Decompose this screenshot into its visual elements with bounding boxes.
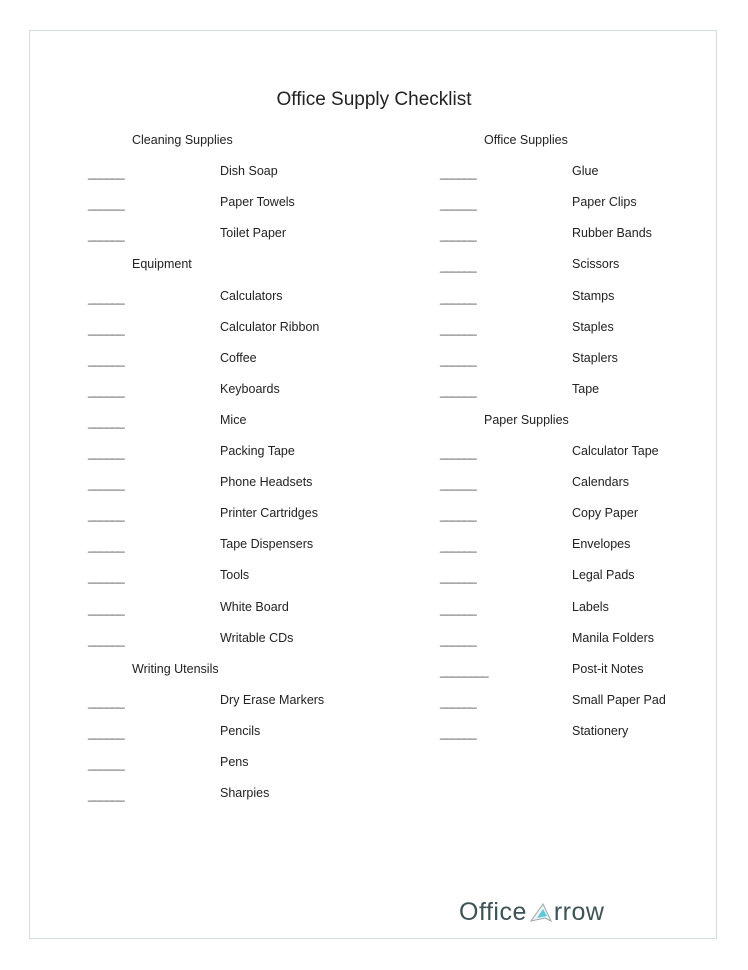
checkbox-blank-line[interactable]: ______	[88, 383, 124, 398]
checklist-item: Tape	[572, 381, 600, 396]
checkbox-blank-line[interactable]: ______	[88, 601, 124, 616]
section-heading: Writing Utensils	[132, 661, 219, 676]
logo-text-right: rrow	[553, 898, 605, 926]
checkbox-blank-line[interactable]: ______	[88, 446, 124, 460]
checklist-item: Rubber Bands	[572, 226, 652, 241]
checkbox-blank-line[interactable]: ______	[88, 725, 124, 740]
checklist-item: Pens	[220, 755, 249, 769]
checkbox-blank-line[interactable]: ______	[440, 570, 476, 585]
checkbox-blank-line[interactable]: ______	[440, 725, 476, 740]
checklist-item: Mice	[220, 412, 247, 427]
logo-text-left: Office	[459, 898, 527, 926]
checkbox-blank-line[interactable]: ______	[88, 477, 124, 492]
checklist-item: Calendars	[572, 475, 629, 490]
page-title: Office Supply Checklist	[276, 89, 472, 110]
checkbox-blank-line[interactable]: ______	[440, 352, 476, 367]
section-heading: Cleaning Supplies	[132, 133, 233, 147]
checklist-item: Legal Pads	[572, 568, 635, 583]
checkbox-blank-line[interactable]: ______	[88, 508, 124, 523]
checkbox-blank-line[interactable]: ______	[440, 321, 476, 336]
checkbox-blank-line[interactable]: ______	[440, 601, 476, 616]
section-heading: Paper Supplies	[484, 412, 569, 427]
checklist-item: Scissors	[572, 257, 620, 272]
checkbox-blank-line[interactable]: ______	[440, 383, 476, 398]
checkbox-blank-line[interactable]: ______	[88, 414, 124, 429]
checklist-item: Paper Clips	[572, 195, 637, 210]
checkbox-blank-line[interactable]: ______	[88, 788, 124, 803]
checkbox-blank-line[interactable]: ______	[440, 508, 476, 523]
checklist-item: Calculator Ribbon	[220, 319, 320, 334]
checklist-item: Keyboards	[220, 381, 280, 396]
checklist-item: Glue	[572, 164, 599, 179]
checkbox-blank-line[interactable]: ______	[88, 632, 124, 647]
checkbox-blank-line[interactable]: ______	[440, 228, 476, 243]
checkbox-blank-line[interactable]: ______	[88, 352, 124, 367]
arrow-logo-icon	[529, 901, 553, 925]
checkbox-blank-line[interactable]: ______	[440, 694, 476, 709]
section-heading: Office Supplies	[484, 133, 568, 147]
checkbox-blank-line[interactable]: ______	[440, 539, 476, 554]
checkbox-blank-line[interactable]: ______	[440, 197, 476, 212]
checklist-item: Calculators	[220, 288, 283, 303]
section-heading: Equipment	[132, 257, 192, 272]
checkbox-blank-line[interactable]: ______	[88, 539, 124, 554]
checklist-item: Tools	[220, 568, 250, 583]
checkbox-blank-line[interactable]: ______	[440, 446, 476, 460]
checklist-item: Dry Erase Markers	[220, 692, 325, 707]
checklist-item: Envelopes	[572, 537, 631, 552]
checklist-item: Dish Soap	[220, 164, 278, 179]
checklist-item: Tape Dispensers	[220, 537, 314, 552]
checklist-item: Coffee	[220, 350, 257, 365]
checklist-item: Stamps	[572, 288, 615, 303]
checkbox-blank-line[interactable]: ______	[440, 477, 476, 492]
checkbox-blank-line[interactable]: ______	[88, 757, 124, 771]
checklist-item: Packing Tape	[220, 444, 295, 458]
checklist-item: Toilet Paper	[220, 226, 287, 241]
checklist-item: Sharpies	[220, 786, 270, 801]
checkbox-blank-line[interactable]: ______	[88, 570, 124, 585]
checklist-item: Staplers	[572, 350, 618, 365]
checklist-item: Staples	[572, 319, 614, 334]
checkbox-blank-line[interactable]: ______	[88, 290, 124, 305]
checklist-item: Pencils	[220, 723, 261, 738]
checklist-item: White Board	[220, 599, 289, 614]
checklist-item: Printer Cartridges	[220, 506, 318, 521]
checkbox-blank-line[interactable]: ______	[88, 166, 124, 181]
checkbox-blank-line[interactable]: ______	[88, 694, 124, 709]
checklist-item: Copy Paper	[572, 506, 639, 521]
checkbox-blank-line[interactable]: ______	[440, 259, 476, 274]
checklist-item: Labels	[572, 599, 609, 614]
checkbox-blank-line[interactable]: ______	[440, 290, 476, 305]
checkbox-blank-line[interactable]: ______	[440, 166, 476, 181]
checklist-item: Post-it Notes	[572, 661, 644, 676]
checkbox-blank-line[interactable]: ________	[440, 663, 488, 678]
checklist-item: Writable CDs	[220, 630, 294, 645]
checkbox-blank-line[interactable]: ______	[88, 228, 124, 243]
checklist-item: Paper Towels	[220, 195, 295, 210]
officearrow-logo	[459, 898, 604, 927]
checkbox-blank-line[interactable]: ______	[440, 632, 476, 647]
checklist-item: Phone Headsets	[220, 475, 313, 490]
checklist-item: Manila Folders	[572, 630, 654, 645]
checkbox-blank-line[interactable]: ______	[88, 321, 124, 336]
checklist-item: Small Paper Pad	[572, 692, 666, 707]
checkbox-blank-line[interactable]: ______	[88, 197, 124, 212]
checklist-item: Stationery	[572, 723, 629, 738]
checklist-item: Calculator Tape	[572, 444, 659, 458]
